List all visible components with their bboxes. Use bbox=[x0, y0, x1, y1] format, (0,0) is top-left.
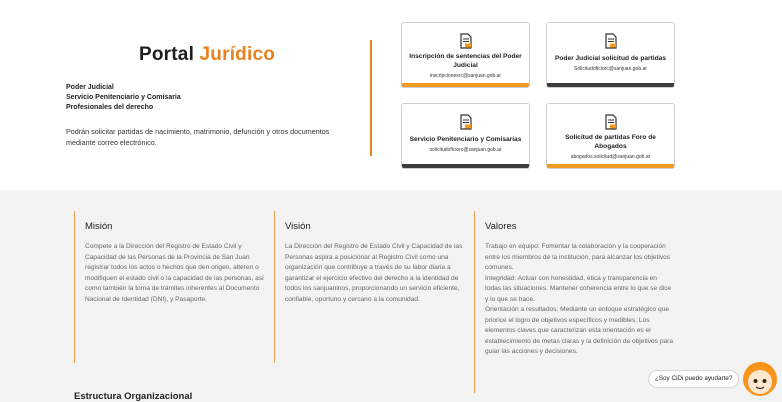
audience-list bbox=[66, 83, 181, 113]
chatbot-avatar-icon[interactable] bbox=[740, 358, 778, 398]
card-title: Inscripción de sentencias del Poder Judicial bbox=[409, 53, 522, 69]
section-heading: Visión bbox=[285, 221, 311, 232]
card-inscripcion-sentencias[interactable] bbox=[401, 22, 530, 88]
valores-line: Integridad: Actuar con honestidad, ética y transparencia en todas las situaciones. Mantener coherencia entre lo que se dice y lo que se hace. bbox=[485, 274, 672, 303]
audience-item: Profesionales del derecho bbox=[66, 104, 154, 111]
card-email[interactable]: inscripcionesrc@sanjuan.gob.ar bbox=[429, 73, 502, 79]
page-title bbox=[139, 44, 275, 66]
card-title: Poder Judicial solicitud de partidas bbox=[554, 55, 667, 62]
card-email[interactable]: abogados.solicitud@sanjuan.gob.ar bbox=[570, 154, 651, 160]
section-body: Compete a la Dirección del Registro de Estado Civil y Capacidad de las Personas de la Provincia de San Juan registrar todos los actos o hechos que den origen, alteren o modifiquen el estado civil o la capacidad de las personas, así como también la toma de trámites inherentes al Documento Nacional de Identidad (DNI), y Pasaporte. bbox=[85, 243, 264, 303]
document-icon bbox=[459, 33, 473, 49]
card-accent-bar bbox=[402, 164, 529, 168]
card-title: Servicio Penitenciario y Comisarías bbox=[409, 136, 522, 143]
valores-column bbox=[474, 211, 674, 393]
card-email[interactable]: Solicitudoficiorc@sanjuan.gob.ar bbox=[574, 66, 647, 72]
valores-line: Trabajo en equipo: Fomentar la colaboración y la cooperación entre los miembros de la institución, para alcanzar los objetivos comunes. bbox=[485, 243, 671, 271]
intro-text: Podrán solicitar partidas de nacimiento, matrimonio, defunción y otros documentos mediante correo electrónico. bbox=[66, 127, 330, 147]
card-accent-bar bbox=[547, 83, 674, 87]
document-icon bbox=[604, 114, 618, 130]
section-heading: Misión bbox=[85, 221, 113, 232]
section-body: La Dirección del Registro de Estado Civil y Capacidad de las Personas aspira a posicionar al Registro Civil como una organización que contribuye a través de su labor diaria a garantizar el ejercicio efectivo del derecho a la identidad de todos los sanjuaninos, proporcionando un servicio eficiente, confiable, oportuno y cercano a la comunidad. bbox=[285, 243, 463, 303]
chat-prompt[interactable]: ¿Soy CiDi puedo ayudarte? bbox=[648, 370, 739, 388]
audience-item: Servicio Penitenciario y Comisaria bbox=[66, 94, 181, 101]
card-title: Solicitud de partidas Foro de Abogados bbox=[565, 134, 656, 150]
estructura-heading: Estructura Organizacional bbox=[74, 391, 193, 402]
audience-item: Poder Judicial bbox=[66, 84, 114, 91]
card-email[interactable]: solicitudoficiorc@sanjuan.gob.ar bbox=[429, 147, 502, 153]
section-heading: Valores bbox=[485, 221, 517, 232]
header-section bbox=[0, 0, 782, 190]
card-poder-judicial-partidas[interactable] bbox=[546, 22, 675, 88]
card-foro-abogados[interactable] bbox=[546, 103, 675, 169]
mision-column bbox=[74, 211, 266, 363]
card-accent-bar bbox=[402, 83, 529, 87]
document-icon bbox=[604, 33, 618, 49]
page-title-main: Portal bbox=[139, 44, 200, 65]
vision-column bbox=[274, 211, 466, 363]
card-servicio-penitenciario[interactable] bbox=[401, 103, 530, 169]
card-accent-bar bbox=[547, 164, 674, 168]
document-icon bbox=[459, 114, 473, 130]
valores-line: Orientación a resultados: Mediante un enfoque estratégico que priorice el logro de objetivos específicos y medibles. Los elementos claves que caracterizan esta orientación es el establecimiento de metas claras y la definición de objetivos para guiar las acciones y decisiones. bbox=[485, 306, 674, 355]
divider bbox=[370, 40, 372, 156]
page-title-accent: Jurídico bbox=[199, 44, 276, 65]
